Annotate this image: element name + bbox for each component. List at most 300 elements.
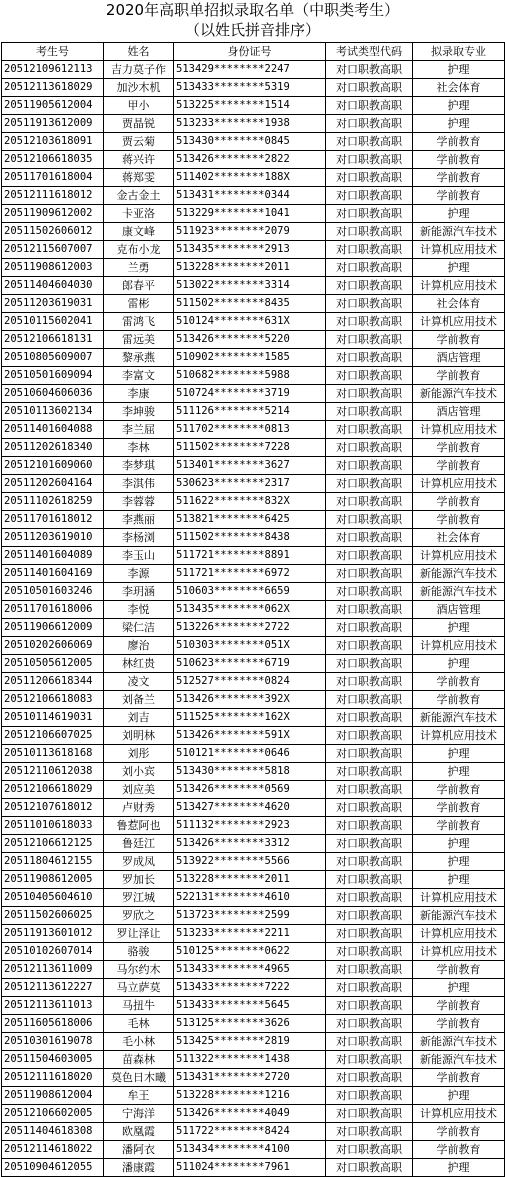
cell-major: 学前教育: [413, 439, 505, 457]
cell-major: 计算机应用技术: [413, 727, 505, 745]
cell-student-id: 20511504603005: [2, 1051, 104, 1069]
cell-major: 学前教育: [413, 151, 505, 169]
table-row: [2, 709, 505, 727]
cell-exam-type: 对口职教高职: [326, 943, 413, 961]
cell-exam-type: 对口职教高职: [326, 565, 413, 583]
cell-major: 护理: [413, 979, 505, 997]
cell-student-id: 20510113602134: [2, 403, 104, 421]
cell-major: 新能源汽车技术: [413, 385, 505, 403]
cell-student-id: 20510904612055: [2, 1159, 104, 1177]
table-row: [2, 727, 505, 745]
cell-major: 学前教育: [413, 1015, 505, 1033]
cell-id-number: 513426********3312: [174, 835, 326, 853]
table-row: [2, 403, 505, 421]
cell-exam-type: 对口职教高职: [326, 907, 413, 925]
cell-id-number: 513425********2819: [174, 1033, 326, 1051]
cell-exam-type: 对口职教高职: [326, 313, 413, 331]
cell-name: 李林: [104, 439, 174, 457]
cell-student-id: 20511913612009: [2, 115, 104, 133]
cell-id-number: 510125********0622: [174, 943, 326, 961]
header-name: 姓名: [104, 43, 174, 61]
cell-id-number: 510124********631X: [174, 313, 326, 331]
cell-id-number: 511923********2079: [174, 223, 326, 241]
cell-exam-type: 对口职教高职: [326, 79, 413, 97]
cell-major: 护理: [413, 61, 505, 79]
cell-student-id: 20511401604089: [2, 547, 104, 565]
cell-exam-type: 对口职教高职: [326, 601, 413, 619]
cell-exam-type: 对口职教高职: [326, 367, 413, 385]
cell-name: 苗森林: [104, 1051, 174, 1069]
cell-major: 新能源汽车技术: [413, 709, 505, 727]
cell-student-id: 20510604606036: [2, 385, 104, 403]
cell-name: 李康: [104, 385, 174, 403]
cell-id-number: 513433********7222: [174, 979, 326, 997]
cell-major: 社会体育: [413, 295, 505, 313]
cell-name: 兰勇: [104, 259, 174, 277]
cell-name: 卡亚洛: [104, 205, 174, 223]
cell-exam-type: 对口职教高职: [326, 1033, 413, 1051]
cell-name: 鲁廷江: [104, 835, 174, 853]
cell-exam-type: 对口职教高职: [326, 727, 413, 745]
cell-exam-type: 对口职教高职: [326, 187, 413, 205]
cell-major: 计算机应用技术: [413, 421, 505, 439]
cell-major: 学前教育: [413, 1069, 505, 1087]
cell-name: 潘阿衣: [104, 1141, 174, 1159]
cell-student-id: 20512107618012: [2, 799, 104, 817]
table-row: [2, 313, 505, 331]
cell-student-id: 20511701618012: [2, 511, 104, 529]
cell-student-id: 20511401604088: [2, 421, 104, 439]
cell-name: 李坤骏: [104, 403, 174, 421]
table-row: [2, 187, 505, 205]
cell-student-id: 20510501603246: [2, 583, 104, 601]
cell-exam-type: 对口职教高职: [326, 547, 413, 565]
cell-id-number: 510902********1585: [174, 349, 326, 367]
cell-id-number: 513434********4100: [174, 1141, 326, 1159]
cell-exam-type: 对口职教高职: [326, 583, 413, 601]
cell-id-number: 513228********2011: [174, 259, 326, 277]
cell-name: 宁海洋: [104, 1105, 174, 1123]
cell-major: 新能源汽车技术: [413, 583, 505, 601]
cell-id-number: 513229********1041: [174, 205, 326, 223]
cell-name: 蒋兴许: [104, 151, 174, 169]
cell-student-id: 20512113612227: [2, 979, 104, 997]
cell-exam-type: 对口职教高职: [326, 763, 413, 781]
cell-student-id: 20511908612004: [2, 1087, 104, 1105]
cell-name: 李兰屈: [104, 421, 174, 439]
cell-name: 贾云菊: [104, 133, 174, 151]
cell-exam-type: 对口职教高职: [326, 331, 413, 349]
cell-exam-type: 对口职教高职: [326, 439, 413, 457]
table-row: [2, 151, 505, 169]
table-row: [2, 493, 505, 511]
cell-name: 莫色日木曦: [104, 1069, 174, 1087]
cell-id-number: 511024********7961: [174, 1159, 326, 1177]
cell-student-id: 20510113618168: [2, 745, 104, 763]
cell-student-id: 20511906612009: [2, 619, 104, 637]
cell-major: 计算机应用技术: [413, 943, 505, 961]
cell-id-number: 513433********5319: [174, 79, 326, 97]
cell-exam-type: 对口职教高职: [326, 781, 413, 799]
table-row: [2, 979, 505, 997]
cell-name: 蒋郑雯: [104, 169, 174, 187]
table-row: [2, 349, 505, 367]
cell-name: 牟王: [104, 1087, 174, 1105]
table-row: [2, 475, 505, 493]
cell-name: 金古金土: [104, 187, 174, 205]
cell-student-id: 20511404604030: [2, 277, 104, 295]
cell-major: 学前教育: [413, 457, 505, 475]
cell-exam-type: 对口职教高职: [326, 1141, 413, 1159]
cell-major: 学前教育: [413, 673, 505, 691]
cell-id-number: 511502********7228: [174, 439, 326, 457]
header-student-id: 考生号: [2, 43, 104, 61]
table-row: [2, 943, 505, 961]
header-id-number: 身份证号: [174, 43, 326, 61]
cell-major: 社会体育: [413, 529, 505, 547]
table-row: [2, 583, 505, 601]
cell-major: 社会体育: [413, 79, 505, 97]
table-row: [2, 853, 505, 871]
cell-name: 潘康霞: [104, 1159, 174, 1177]
cell-id-number: 510603********6659: [174, 583, 326, 601]
cell-id-number: 511525********162X: [174, 709, 326, 727]
cell-name: 罗成凤: [104, 853, 174, 871]
cell-major: 计算机应用技术: [413, 241, 505, 259]
cell-exam-type: 对口职教高职: [326, 475, 413, 493]
cell-student-id: 20511206618344: [2, 673, 104, 691]
cell-exam-type: 对口职教高职: [326, 529, 413, 547]
cell-id-number: 511132********2923: [174, 817, 326, 835]
cell-id-number: 513426********4049: [174, 1105, 326, 1123]
table-row: [2, 1123, 505, 1141]
cell-exam-type: 对口职教高职: [326, 205, 413, 223]
cell-student-id: 20511202618340: [2, 439, 104, 457]
table-row: [2, 871, 505, 889]
cell-student-id: 20510114619031: [2, 709, 104, 727]
cell-id-number: 511126********5214: [174, 403, 326, 421]
table-row: [2, 295, 505, 313]
cell-student-id: 20512106618029: [2, 781, 104, 799]
cell-name: 李淇伟: [104, 475, 174, 493]
cell-exam-type: 对口职教高职: [326, 1123, 413, 1141]
cell-exam-type: 对口职教高职: [326, 853, 413, 871]
cell-student-id: 20512109612113: [2, 61, 104, 79]
cell-major: 计算机应用技术: [413, 475, 505, 493]
cell-student-id: 20511203619031: [2, 295, 104, 313]
cell-id-number: 513225********1514: [174, 97, 326, 115]
table-row: [2, 691, 505, 709]
cell-id-number: 513426********5220: [174, 331, 326, 349]
table-row: [2, 817, 505, 835]
cell-major: 护理: [413, 745, 505, 763]
cell-student-id: 20512114618022: [2, 1141, 104, 1159]
cell-student-id: 20511913601012: [2, 925, 104, 943]
cell-name: 李燕丽: [104, 511, 174, 529]
cell-student-id: 20512111618020: [2, 1069, 104, 1087]
cell-exam-type: 对口职教高职: [326, 115, 413, 133]
cell-name: 郎春平: [104, 277, 174, 295]
cell-exam-type: 对口职教高职: [326, 403, 413, 421]
cell-major: 护理: [413, 619, 505, 637]
cell-student-id: 20510102607014: [2, 943, 104, 961]
cell-id-number: 513228********2011: [174, 871, 326, 889]
table-row: [2, 331, 505, 349]
table-row: [2, 781, 505, 799]
cell-exam-type: 对口职教高职: [326, 961, 413, 979]
cell-exam-type: 对口职教高职: [326, 259, 413, 277]
cell-id-number: 511402********188X: [174, 169, 326, 187]
cell-name: 李玉山: [104, 547, 174, 565]
cell-exam-type: 对口职教高职: [326, 385, 413, 403]
cell-id-number: 513433********5645: [174, 997, 326, 1015]
cell-name: 李梦琪: [104, 457, 174, 475]
cell-student-id: 20511202604164: [2, 475, 104, 493]
header-exam-type: 考试类型代码: [326, 43, 413, 61]
table-row: [2, 1033, 505, 1051]
cell-name: 刘小宾: [104, 763, 174, 781]
cell-major: 学前教育: [413, 331, 505, 349]
cell-name: 克布小龙: [104, 241, 174, 259]
cell-exam-type: 对口职教高职: [326, 691, 413, 709]
cell-major: 学前教育: [413, 817, 505, 835]
cell-student-id: 20512110612038: [2, 763, 104, 781]
cell-major: 学前教育: [413, 133, 505, 151]
cell-student-id: 20510202606069: [2, 637, 104, 655]
cell-id-number: 510682********5988: [174, 367, 326, 385]
cell-student-id: 20510405604610: [2, 889, 104, 907]
cell-id-number: 513022********3314: [174, 277, 326, 295]
cell-name: 康文峰: [104, 223, 174, 241]
cell-exam-type: 对口职教高职: [326, 241, 413, 259]
table-row: [2, 601, 505, 619]
table-row: [2, 799, 505, 817]
cell-id-number: 530623********2317: [174, 475, 326, 493]
table-row: [2, 79, 505, 97]
cell-major: 新能源汽车技术: [413, 907, 505, 925]
cell-id-number: 513435********2913: [174, 241, 326, 259]
table-row: [2, 565, 505, 583]
cell-id-number: 510121********0646: [174, 745, 326, 763]
cell-name: 李富文: [104, 367, 174, 385]
table-row: [2, 421, 505, 439]
cell-id-number: 513426********0569: [174, 781, 326, 799]
cell-student-id: 20511804612155: [2, 853, 104, 871]
cell-major: 计算机应用技术: [413, 313, 505, 331]
table-row: [2, 619, 505, 637]
table-row: [2, 169, 505, 187]
cell-student-id: 20512103618091: [2, 133, 104, 151]
cell-id-number: 511702********0813: [174, 421, 326, 439]
cell-id-number: 513433********4965: [174, 961, 326, 979]
cell-student-id: 20511502606012: [2, 223, 104, 241]
cell-exam-type: 对口职教高职: [326, 745, 413, 763]
cell-major: 学前教育: [413, 961, 505, 979]
cell-student-id: 20510115602041: [2, 313, 104, 331]
cell-exam-type: 对口职教高职: [326, 151, 413, 169]
cell-name: 林红贵: [104, 655, 174, 673]
table-row: [2, 529, 505, 547]
cell-name: 罗江城: [104, 889, 174, 907]
cell-student-id: 20511905612004: [2, 97, 104, 115]
cell-name: 马立萨莫: [104, 979, 174, 997]
cell-name: 雷鸿飞: [104, 313, 174, 331]
cell-exam-type: 对口职教高职: [326, 277, 413, 295]
cell-major: 学前教育: [413, 187, 505, 205]
table-row: [2, 367, 505, 385]
cell-id-number: 513125********3626: [174, 1015, 326, 1033]
cell-student-id: 20510505612005: [2, 655, 104, 673]
cell-id-number: 511502********8438: [174, 529, 326, 547]
cell-student-id: 20510501609094: [2, 367, 104, 385]
cell-exam-type: 对口职教高职: [326, 979, 413, 997]
table-row: [2, 223, 505, 241]
cell-name: 廖治: [104, 637, 174, 655]
cell-id-number: 513426********2822: [174, 151, 326, 169]
cell-exam-type: 对口职教高职: [326, 1159, 413, 1177]
cell-major: 护理: [413, 763, 505, 781]
table-row: [2, 115, 505, 133]
table-row: [2, 277, 505, 295]
cell-id-number: 511322********1438: [174, 1051, 326, 1069]
table-row: [2, 1159, 505, 1177]
cell-id-number: 511622********832X: [174, 493, 326, 511]
cell-name: 雷远美: [104, 331, 174, 349]
cell-major: 护理: [413, 259, 505, 277]
cell-id-number: 513426********392X: [174, 691, 326, 709]
table-row: [2, 907, 505, 925]
cell-major: 新能源汽车技术: [413, 223, 505, 241]
cell-exam-type: 对口职教高职: [326, 493, 413, 511]
table-row: [2, 1051, 505, 1069]
cell-name: 凌文: [104, 673, 174, 691]
cell-major: 护理: [413, 835, 505, 853]
table-row: [2, 259, 505, 277]
cell-name: 李悦: [104, 601, 174, 619]
table-row: [2, 205, 505, 223]
cell-exam-type: 对口职教高职: [326, 637, 413, 655]
cell-exam-type: 对口职教高职: [326, 619, 413, 637]
cell-exam-type: 对口职教高职: [326, 655, 413, 673]
cell-exam-type: 对口职教高职: [326, 997, 413, 1015]
table-row: [2, 547, 505, 565]
cell-name: 毛小林: [104, 1033, 174, 1051]
cell-name: 吉力莫子作: [104, 61, 174, 79]
cell-major: 护理: [413, 115, 505, 133]
cell-id-number: 511722********8424: [174, 1123, 326, 1141]
cell-name: 鲁惹阿也: [104, 817, 174, 835]
cell-major: 酒店管理: [413, 601, 505, 619]
cell-id-number: 513427********4620: [174, 799, 326, 817]
table-row: [2, 1141, 505, 1159]
cell-major: 学前教育: [413, 169, 505, 187]
cell-major: 计算机应用技术: [413, 889, 505, 907]
cell-id-number: 513426********591X: [174, 727, 326, 745]
cell-student-id: 20511010618033: [2, 817, 104, 835]
cell-id-number: 513429********2247: [174, 61, 326, 79]
table-row: [2, 97, 505, 115]
cell-id-number: 513431********0344: [174, 187, 326, 205]
cell-major: 护理: [413, 97, 505, 115]
table-row: [2, 655, 505, 673]
cell-name: 马扭牛: [104, 997, 174, 1015]
admission-table: [1, 42, 505, 1177]
cell-major: 学前教育: [413, 367, 505, 385]
cell-student-id: 20511502606025: [2, 907, 104, 925]
cell-student-id: 20512113611013: [2, 997, 104, 1015]
table-row: [2, 673, 505, 691]
cell-name: 加沙木机: [104, 79, 174, 97]
table-row: [2, 511, 505, 529]
cell-name: 马尔约木: [104, 961, 174, 979]
cell-exam-type: 对口职教高职: [326, 349, 413, 367]
table-row: [2, 1105, 505, 1123]
cell-student-id: 20512113611009: [2, 961, 104, 979]
cell-name: 骆骏: [104, 943, 174, 961]
cell-name: 罗加长: [104, 871, 174, 889]
cell-major: 计算机应用技术: [413, 637, 505, 655]
cell-id-number: 522131********4610: [174, 889, 326, 907]
header-major: 拟录取专业: [413, 43, 505, 61]
cell-exam-type: 对口职教高职: [326, 61, 413, 79]
cell-major: 护理: [413, 205, 505, 223]
cell-student-id: 20512106618035: [2, 151, 104, 169]
cell-student-id: 20511401604169: [2, 565, 104, 583]
cell-exam-type: 对口职教高职: [326, 835, 413, 853]
cell-major: 计算机应用技术: [413, 925, 505, 943]
document-title: 2020年高职单招拟录取名单（中职类考生）: [105, 1, 400, 19]
cell-major: 酒店管理: [413, 349, 505, 367]
cell-major: 新能源汽车技术: [413, 1033, 505, 1051]
cell-id-number: 510623********6719: [174, 655, 326, 673]
cell-name: 毛林: [104, 1015, 174, 1033]
cell-name: 雷彬: [104, 295, 174, 313]
table-row: [2, 1069, 505, 1087]
cell-major: 学前教育: [413, 511, 505, 529]
table-row: [2, 925, 505, 943]
cell-student-id: 20511909612002: [2, 205, 104, 223]
cell-name: 刘备兰: [104, 691, 174, 709]
cell-exam-type: 对口职教高职: [326, 673, 413, 691]
table-row: [2, 835, 505, 853]
cell-id-number: 510303********051X: [174, 637, 326, 655]
cell-student-id: 20511605618006: [2, 1015, 104, 1033]
cell-name: 刘明林: [104, 727, 174, 745]
cell-exam-type: 对口职教高职: [326, 871, 413, 889]
cell-major: 学前教育: [413, 1123, 505, 1141]
table-row: [2, 457, 505, 475]
cell-id-number: 513821********6425: [174, 511, 326, 529]
table-row: [2, 1015, 505, 1033]
cell-student-id: 20511701618004: [2, 169, 104, 187]
cell-major: 新能源汽车技术: [413, 565, 505, 583]
cell-id-number: 513233********2211: [174, 925, 326, 943]
cell-id-number: 513430********5818: [174, 763, 326, 781]
cell-name: 罗欣之: [104, 907, 174, 925]
cell-major: 学前教育: [413, 781, 505, 799]
cell-id-number: 513435********062X: [174, 601, 326, 619]
cell-name: 卢财秀: [104, 799, 174, 817]
cell-major: 学前教育: [413, 799, 505, 817]
cell-major: 学前教育: [413, 493, 505, 511]
cell-student-id: 20512101609060: [2, 457, 104, 475]
cell-student-id: 20512106602005: [2, 1105, 104, 1123]
cell-exam-type: 对口职教高职: [326, 133, 413, 151]
cell-student-id: 20510301619078: [2, 1033, 104, 1051]
cell-id-number: 513226********2722: [174, 619, 326, 637]
cell-exam-type: 对口职教高职: [326, 889, 413, 907]
cell-name: 李玥涵: [104, 583, 174, 601]
